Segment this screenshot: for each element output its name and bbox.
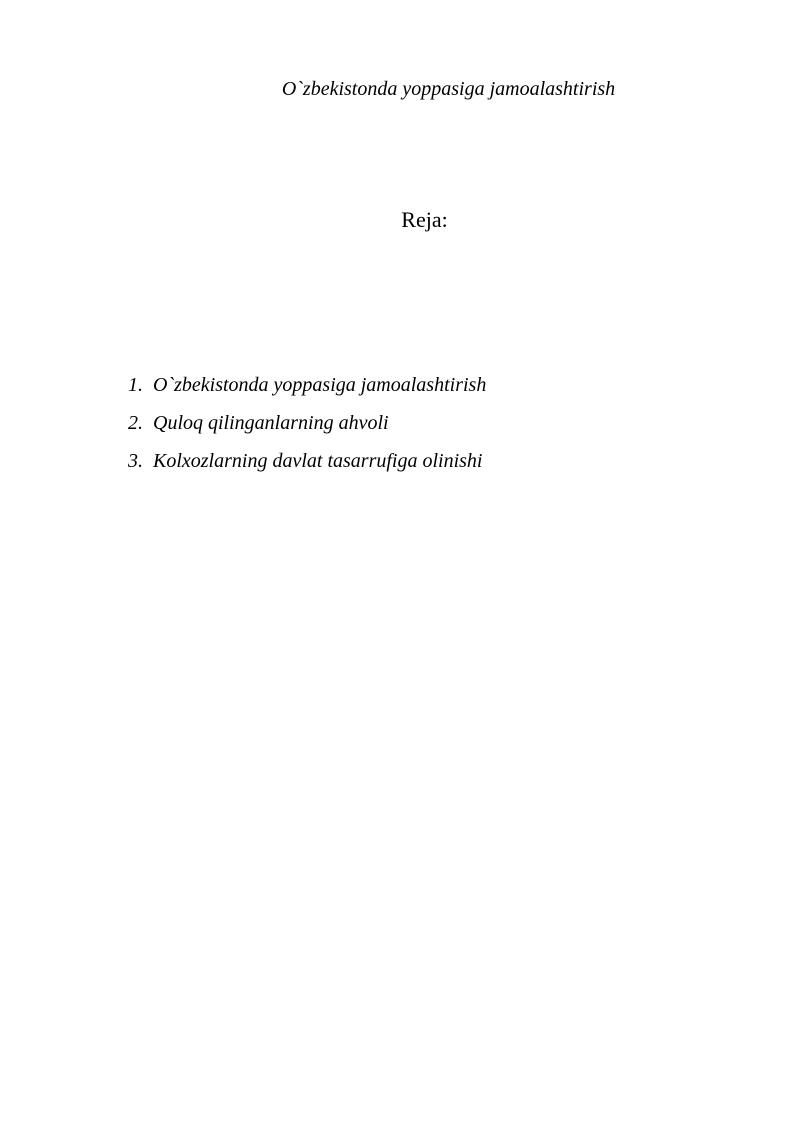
plan-item-number: 2.	[128, 412, 143, 434]
plan-item-text: Kolxozlarning davlat tasarrufiga olinishi	[153, 450, 483, 472]
document-title: O`zbekistonda yoppasiga jamoalashtirish	[281, 78, 616, 100]
plan-item-text: Quloq qilinganlarning ahvoli	[153, 412, 389, 434]
plan-list	[128, 372, 486, 486]
plan-item-text: O`zbekistonda yoppasiga jamoalashtirish	[153, 374, 487, 396]
plan-item-number: 1.	[128, 374, 143, 396]
plan-item	[128, 448, 486, 474]
plan-item	[128, 410, 486, 436]
plan-item	[128, 372, 486, 398]
plan-item-number: 3.	[128, 450, 143, 472]
plan-heading: Reja:	[401, 207, 448, 232]
